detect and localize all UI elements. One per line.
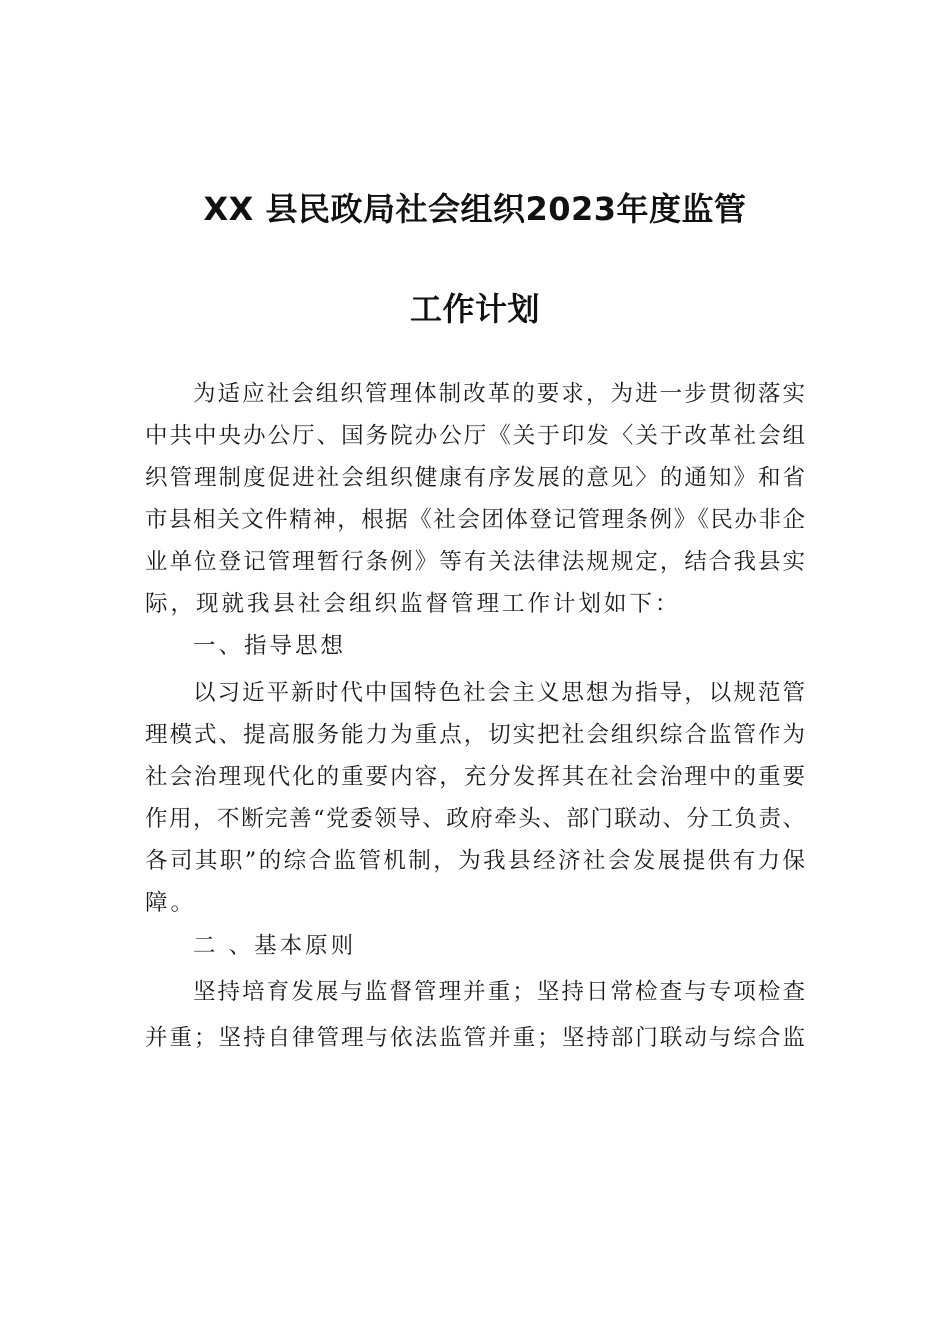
section-heading-basic-principles: 二 、基本原则: [193, 933, 357, 959]
paragraph-intro-line: 市县相关文件精神，根据《社会团体登记管理条例》《民办非企: [145, 507, 805, 533]
paragraph-intro-line: 际，现就我县社会组织监督管理工作计划如下：: [145, 591, 681, 617]
paragraph-guiding-line: 以习近平新时代中国特色社会主义思想为指导，以规范管: [193, 680, 805, 706]
paragraph-principles-line: 坚持培育发展与监督管理并重；坚持日常检查与专项检查: [193, 979, 805, 1005]
paragraph-guiding-line: 社会治理现代化的重要内容，充分发挥其在社会治理中的重要: [145, 764, 805, 790]
document-title-line-2: 工作计划: [409, 290, 540, 328]
section-heading-guiding-thought: 一、指导思想: [193, 633, 347, 659]
paragraph-intro-line: 为适应社会组织管理体制改革的要求，为进一步贯彻落实: [193, 381, 805, 407]
paragraph-guiding-line: 理模式、提高服务能力为重点，切实把社会组织综合监管作为: [145, 722, 805, 748]
paragraph-intro-line: 中共中央办公厅、国务院办公厅《关于印发〈关于改革社会组: [145, 423, 805, 449]
paragraph-guiding-line: 作用，不断完善“党委领导、政府牵头、部门联动、分工负责、: [145, 806, 805, 832]
paragraph-intro-line: 业单位登记管理暂行条例》等有关法律法规规定，结合我县实: [145, 549, 805, 575]
paragraph-principles-line: 并重；坚持自律管理与依法监管并重；坚持部门联动与综合监: [145, 1025, 805, 1051]
paragraph-intro-line: 织管理制度促进社会组织健康有序发展的意见〉的通知》和省: [145, 465, 805, 491]
document-title-line-1: XX 县民政局社会组织2023年度监管: [203, 190, 747, 228]
paragraph-guiding-line: 障。: [145, 890, 197, 916]
paragraph-guiding-line: 各司其职”的综合监管机制，为我县经济社会发展提供有力保: [145, 848, 805, 874]
